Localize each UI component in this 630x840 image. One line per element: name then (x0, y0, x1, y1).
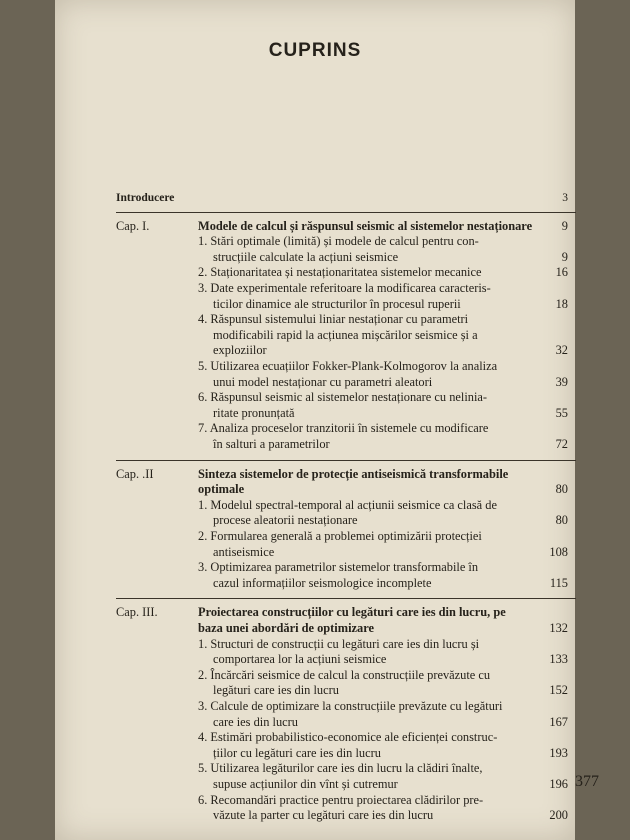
page-ref: 72 (555, 437, 568, 451)
page-ref: 193 (549, 745, 568, 760)
toc-entry-text: 4. Răspunsul sistemului liniar nestaționar cu parametri (198, 312, 469, 327)
toc-entry-text: modificabili rapid la acțiunea mișcărilor seismice și a (213, 327, 478, 342)
toc-entry-text: 1. Modelul spectral-temporal al acțiunii seismice ca clasă de (198, 497, 497, 512)
toc-entry-text: exploziilor (213, 343, 267, 358)
page-ref: 80 (555, 482, 568, 497)
toc-entry (116, 405, 578, 421)
chapter-title-text: Sinteza sistemelor de protecție antiseismică transformabile (198, 466, 509, 481)
toc-entry-text: 5. Utilizarea ecuațiilor Fokker-Plank-Kolmogorov la analiza (198, 359, 498, 373)
toc-entry (116, 233, 578, 249)
chapter-title-text: Proiectarea construcțiilor cu legături care ies din lucru, pe (198, 605, 506, 620)
toc-entry-text: 1. Stări optimale (limită) și modele de calcul pentru con- (198, 234, 479, 249)
toc-entry (116, 342, 578, 358)
toc-entry (116, 374, 578, 390)
toc-intro-text: Introducere (116, 192, 175, 204)
toc-entry-text: unui model nestaționar cu parametri aleatori (213, 374, 433, 389)
toc-entry (116, 651, 578, 667)
toc-entry-text: 5. Utilizarea legăturilor care ies din lucru la clădiri înalte, (198, 761, 483, 776)
toc-entry-text: 2. Formularea generală a problemei optimizării protecției (198, 529, 482, 543)
page-ref: 18 (555, 296, 568, 311)
chapter-label: Cap. .II (116, 466, 154, 481)
page-ref: 167 (549, 714, 568, 729)
toc-entry (116, 544, 578, 560)
book-page (55, 0, 599, 840)
toc-entry (116, 682, 578, 698)
toc-entry-text: văzute la parter cu legături care ies din lucru (213, 808, 434, 823)
page-ref: 32 (555, 343, 568, 358)
chapter-title (116, 620, 578, 636)
toc-entry (116, 420, 578, 436)
toc-entry (116, 311, 578, 327)
toc-entry-text: ritate pronunțată (213, 405, 295, 420)
page-title: CUPRINS (268, 40, 362, 61)
chapter-title (116, 218, 578, 234)
toc-entry-text: cazul informațiilor seismologice incomplete (213, 575, 432, 590)
toc-entry (116, 280, 578, 296)
chapter-title (116, 604, 578, 620)
toc-entry (116, 327, 578, 343)
toc-entry (116, 776, 578, 792)
page-ref: 200 (549, 808, 568, 823)
page-ref: 55 (555, 405, 568, 420)
toc-entry (116, 745, 578, 761)
toc-entry (116, 512, 578, 528)
toc-entry-text: procese aleatorii nestaționare (213, 513, 358, 528)
toc-entry (116, 807, 578, 823)
toc-entry (116, 636, 578, 652)
toc-entry-text: supuse acțiunilor din vînt și cutremur (213, 777, 398, 791)
page-ref: 152 (549, 683, 568, 698)
toc-entry (116, 389, 578, 405)
chapter-title-text: optimale (198, 482, 245, 497)
toc-entry-text: comportarea lor la acțiuni seismice (213, 652, 387, 667)
page-ref: 196 (549, 777, 568, 791)
page-ref: 16 (555, 265, 568, 280)
toc-entry-text: țiilor cu legături care ies din lucru (213, 745, 381, 760)
page-number: 377 (575, 773, 599, 790)
chapter-title-text: Modele de calcul și răspunsul seismic al sistemelor nestaționare (198, 218, 533, 233)
toc-entry-text: 2. Încărcări seismice de calcul la construcțiile prevăzute cu (198, 667, 491, 682)
page-ref: 80 (555, 513, 568, 528)
toc-entry (116, 249, 578, 265)
toc-entry (116, 296, 578, 312)
toc-entry-text: antiseismice (213, 544, 275, 559)
toc-entry-text: 6. Recomandări practice pentru proiectarea clădirilor pre- (198, 792, 484, 807)
toc-entry-text: 7. Analiza proceselor tranzitorii în sistemele cu modificare (198, 421, 489, 436)
toc-entry (116, 528, 578, 544)
toc-entry (116, 497, 578, 513)
toc-entry-text: care ies din lucru (213, 714, 298, 729)
page-ref: 9 (561, 249, 568, 264)
toc-entry (116, 264, 578, 280)
toc-entry (116, 714, 578, 730)
toc-entry (116, 698, 578, 714)
page-ref: 115 (549, 575, 568, 590)
toc-entry-text: legături care ies din lucru (213, 683, 339, 698)
toc-entry-text: 3. Date experimentale referitoare la modificarea caracteris- (198, 281, 491, 295)
page-ref: 3 (562, 192, 568, 204)
toc-intro (116, 190, 578, 206)
chapter-title (116, 466, 578, 482)
toc-entry-text: în salturi a parametrilor (213, 437, 330, 451)
chapter-title (116, 481, 578, 497)
chapter-title-text: baza unei abordări de optimizare (198, 621, 374, 635)
page-ref: 108 (549, 544, 568, 559)
toc-entry (116, 792, 578, 808)
divider (116, 212, 576, 213)
toc-entry-text: 1. Structuri de construcții cu legături care ies din lucru și (198, 636, 480, 651)
toc-entry-text: ticilor dinamice ale structurilor în procesul ruperii (213, 296, 461, 311)
toc-entry-text: 4. Estimări probabilistico-economice ale eficienței construc- (198, 730, 498, 745)
toc-entry-text: 3. Calcule de optimizare la construcțiile prevăzute cu legături (198, 699, 503, 713)
page-ref: 39 (555, 374, 568, 389)
divider (116, 598, 576, 599)
toc-entry (116, 436, 578, 452)
toc-entry (116, 559, 578, 575)
page-ref: 9 (561, 218, 568, 233)
toc-entry (116, 729, 578, 745)
toc-entry (116, 760, 578, 776)
toc-entry-text: 2. Staționaritatea și nestaționaritatea sistemelor mecanice (198, 265, 482, 280)
chapter-label: Cap. III. (116, 605, 158, 620)
toc-entry-text: strucțiile calculate la acțiuni seismice (213, 249, 399, 264)
page-ref: 133 (549, 652, 568, 667)
toc-entry (116, 667, 578, 683)
toc-entry (116, 358, 578, 374)
chapter-label: Cap. I. (116, 218, 150, 233)
divider (116, 460, 576, 461)
toc-entry-text: 3. Optimizarea parametrilor sistemelor transformabile în (198, 560, 479, 575)
toc-entry (116, 575, 578, 591)
page-ref: 132 (549, 621, 568, 635)
toc-entry-text: 6. Răspunsul seismic al sistemelor nestaționare cu nelinia- (198, 390, 488, 405)
